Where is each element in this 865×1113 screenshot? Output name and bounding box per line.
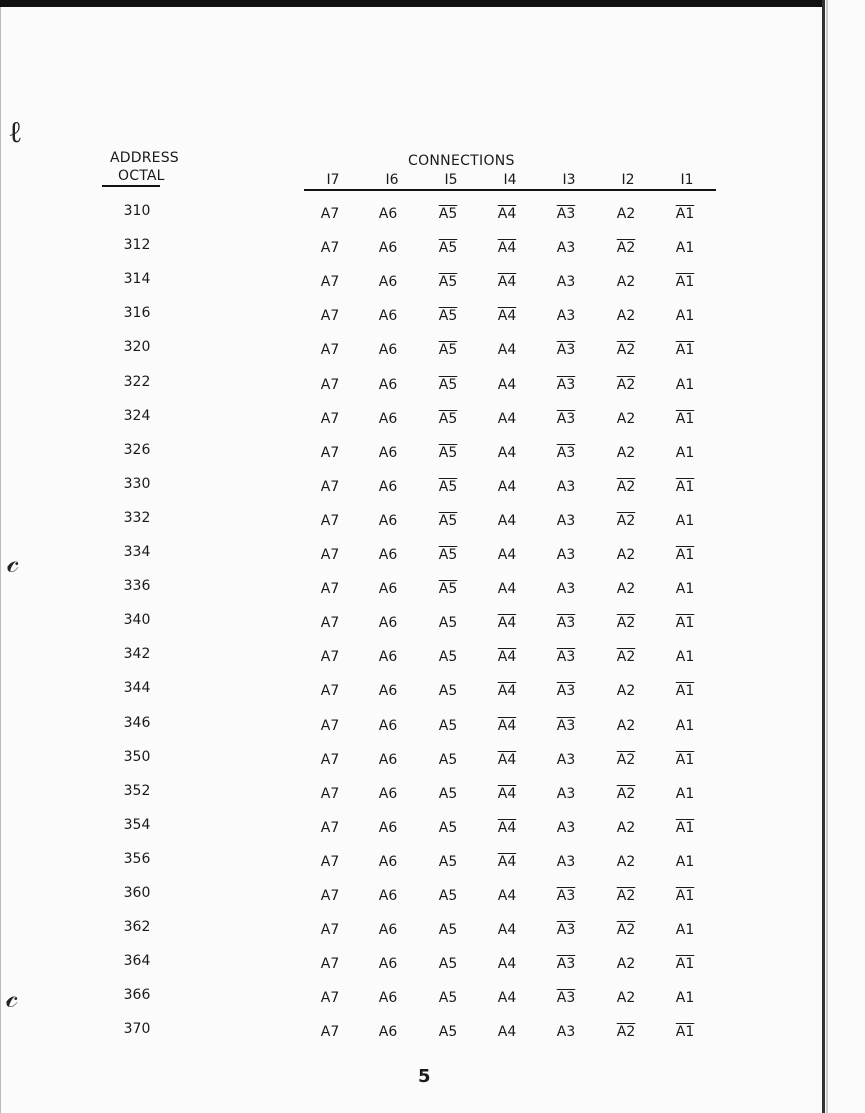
- connection-cell-i3: A3: [556, 718, 576, 734]
- connection-cell-i1: A1: [675, 956, 695, 972]
- address-cell: 356: [123, 851, 151, 867]
- connection-cell-i1: A1: [675, 445, 695, 461]
- connection-cell-i2: A2: [616, 377, 636, 393]
- connection-cell-i7: A7: [320, 615, 340, 631]
- connection-cell-i1: A1: [675, 240, 695, 256]
- connection-cell-i4: A4: [497, 820, 517, 836]
- connection-cell-i4: A4: [497, 308, 517, 324]
- connection-cell-i6: A6: [378, 479, 398, 495]
- connection-cell-i5: A5: [438, 888, 458, 904]
- connection-cell-i4: A4: [497, 411, 517, 427]
- connection-cell-i1: A1: [675, 206, 695, 222]
- connection-cell-i1: A1: [675, 820, 695, 836]
- connection-cell-i3: A3: [556, 956, 576, 972]
- connection-cell-i6: A6: [378, 820, 398, 836]
- connection-cell-i6: A6: [378, 240, 398, 256]
- connection-cell-i5: A5: [438, 718, 458, 734]
- connection-cell-i4: A4: [497, 752, 517, 768]
- connection-cell-i7: A7: [320, 990, 340, 1006]
- connection-cell-i4: A4: [497, 718, 517, 734]
- connection-cell-i3: A3: [556, 513, 576, 529]
- page-number: 5: [418, 1066, 431, 1087]
- connection-cell-i1: A1: [675, 1024, 695, 1040]
- connection-cell-i7: A7: [320, 683, 340, 699]
- address-cell: 360: [123, 885, 151, 901]
- connection-cell-i1: A1: [675, 547, 695, 563]
- connection-cell-i1: A1: [675, 308, 695, 324]
- connection-cell-i1: A1: [675, 922, 695, 938]
- connection-cell-i4: A4: [497, 581, 517, 597]
- connection-cell-i1: A1: [675, 342, 695, 358]
- connection-cell-i5: A5: [438, 547, 458, 563]
- connection-cell-i5: A5: [438, 956, 458, 972]
- connection-cell-i7: A7: [320, 922, 340, 938]
- connection-cell-i6: A6: [378, 308, 398, 324]
- connection-cell-i4: A4: [497, 888, 517, 904]
- address-header-line2: OCTAL: [118, 168, 165, 184]
- connection-cell-i7: A7: [320, 342, 340, 358]
- connection-cell-i5: A5: [438, 377, 458, 393]
- connection-cell-i7: A7: [320, 649, 340, 665]
- connection-cell-i7: A7: [320, 1024, 340, 1040]
- connection-cell-i6: A6: [378, 547, 398, 563]
- connection-cell-i4: A4: [497, 854, 517, 870]
- connection-cell-i5: A5: [438, 649, 458, 665]
- connection-cell-i5: A5: [438, 581, 458, 597]
- connection-cell-i7: A7: [320, 956, 340, 972]
- connection-cell-i5: A5: [438, 990, 458, 1006]
- connection-cell-i4: A4: [497, 956, 517, 972]
- connection-cell-i7: A7: [320, 854, 340, 870]
- address-cell: 312: [123, 237, 151, 253]
- address-cell: 324: [123, 408, 151, 424]
- connection-cell-i7: A7: [320, 888, 340, 904]
- connection-cell-i2: A2: [616, 479, 636, 495]
- connection-cell-i7: A7: [320, 820, 340, 836]
- connection-cell-i4: A4: [497, 479, 517, 495]
- connection-cell-i2: A2: [616, 683, 636, 699]
- connection-cell-i3: A3: [556, 1024, 576, 1040]
- connection-cell-i2: A2: [616, 206, 636, 222]
- connection-cell-i3: A3: [556, 820, 576, 836]
- address-cell: 322: [123, 374, 151, 390]
- address-cell: 314: [123, 271, 151, 287]
- connection-cell-i2: A2: [616, 274, 636, 290]
- connection-cell-i2: A2: [616, 1024, 636, 1040]
- connection-cell-i1: A1: [675, 649, 695, 665]
- connection-cell-i5: A5: [438, 615, 458, 631]
- address-cell: 370: [123, 1021, 151, 1037]
- page-right-edge: [822, 0, 825, 1113]
- connection-cell-i2: A2: [616, 990, 636, 1006]
- connection-cell-i4: A4: [497, 547, 517, 563]
- connection-cell-i6: A6: [378, 990, 398, 1006]
- connection-cell-i5: A5: [438, 786, 458, 802]
- address-cell: 326: [123, 442, 151, 458]
- column-header-i2: I2: [621, 172, 635, 188]
- connection-cell-i2: A2: [616, 445, 636, 461]
- binder-hole-mark-bottom: 𝒸: [6, 980, 19, 1015]
- connection-cell-i2: A2: [616, 922, 636, 938]
- connection-cell-i4: A4: [497, 274, 517, 290]
- connection-cell-i3: A3: [556, 342, 576, 358]
- connection-cell-i6: A6: [378, 854, 398, 870]
- connection-cell-i3: A3: [556, 274, 576, 290]
- connection-cell-i1: A1: [675, 615, 695, 631]
- address-cell: 342: [123, 646, 151, 662]
- connection-cell-i7: A7: [320, 752, 340, 768]
- connection-cell-i4: A4: [497, 445, 517, 461]
- column-header-i5: I5: [444, 172, 458, 188]
- connection-cell-i1: A1: [675, 377, 695, 393]
- connection-cell-i5: A5: [438, 513, 458, 529]
- connection-cell-i6: A6: [378, 206, 398, 222]
- connection-cell-i5: A5: [438, 752, 458, 768]
- connection-cell-i6: A6: [378, 377, 398, 393]
- connection-cell-i1: A1: [675, 990, 695, 1006]
- connection-cell-i2: A2: [616, 956, 636, 972]
- connection-cell-i5: A5: [438, 820, 458, 836]
- connection-cell-i4: A4: [497, 513, 517, 529]
- address-cell: 362: [123, 919, 151, 935]
- connection-cell-i2: A2: [616, 888, 636, 904]
- connection-cell-i1: A1: [675, 786, 695, 802]
- connection-cell-i5: A5: [438, 274, 458, 290]
- connection-cell-i7: A7: [320, 308, 340, 324]
- connection-cell-i5: A5: [438, 854, 458, 870]
- connection-cell-i5: A5: [438, 411, 458, 427]
- connection-cell-i4: A4: [497, 240, 517, 256]
- columns-header-underline: [304, 189, 716, 191]
- connection-cell-i2: A2: [616, 718, 636, 734]
- address-header-underline: [102, 185, 160, 187]
- connection-cell-i2: A2: [616, 786, 636, 802]
- connection-cell-i7: A7: [320, 479, 340, 495]
- address-cell: 334: [123, 544, 151, 560]
- column-header-i3: I3: [562, 172, 576, 188]
- connection-cell-i6: A6: [378, 888, 398, 904]
- column-header-i4: I4: [503, 172, 517, 188]
- connection-cell-i6: A6: [378, 683, 398, 699]
- connection-cell-i1: A1: [675, 752, 695, 768]
- connection-cell-i5: A5: [438, 308, 458, 324]
- connection-cell-i7: A7: [320, 445, 340, 461]
- connection-cell-i6: A6: [378, 718, 398, 734]
- connection-cell-i7: A7: [320, 581, 340, 597]
- connection-cell-i1: A1: [675, 581, 695, 597]
- connection-cell-i1: A1: [675, 683, 695, 699]
- connection-cell-i3: A3: [556, 649, 576, 665]
- column-header-i6: I6: [385, 172, 399, 188]
- connection-cell-i3: A3: [556, 445, 576, 461]
- connection-cell-i4: A4: [497, 922, 517, 938]
- address-cell: 364: [123, 953, 151, 969]
- address-header-line1: ADDRESS: [110, 150, 179, 166]
- connection-cell-i3: A3: [556, 308, 576, 324]
- connection-cell-i1: A1: [675, 513, 695, 529]
- connection-cell-i3: A3: [556, 547, 576, 563]
- connection-cell-i3: A3: [556, 615, 576, 631]
- page-left-edge: [0, 0, 1, 1113]
- connection-cell-i6: A6: [378, 752, 398, 768]
- connection-cell-i2: A2: [616, 308, 636, 324]
- connection-cell-i4: A4: [497, 377, 517, 393]
- connection-cell-i3: A3: [556, 377, 576, 393]
- connection-cell-i6: A6: [378, 956, 398, 972]
- connection-cell-i7: A7: [320, 274, 340, 290]
- connection-cell-i6: A6: [378, 342, 398, 358]
- connection-cell-i6: A6: [378, 922, 398, 938]
- connection-cell-i2: A2: [616, 752, 636, 768]
- connections-header: CONNECTIONS: [408, 153, 515, 169]
- top-border-rule: [0, 0, 823, 7]
- connection-cell-i3: A3: [556, 854, 576, 870]
- address-cell: 340: [123, 612, 151, 628]
- address-cell: 346: [123, 715, 151, 731]
- connection-cell-i7: A7: [320, 718, 340, 734]
- connection-cell-i5: A5: [438, 683, 458, 699]
- connection-cell-i3: A3: [556, 752, 576, 768]
- connection-cell-i6: A6: [378, 445, 398, 461]
- connection-cell-i3: A3: [556, 990, 576, 1006]
- address-cell: 320: [123, 339, 151, 355]
- address-cell: 310: [123, 203, 151, 219]
- address-cell: 352: [123, 783, 151, 799]
- connection-cell-i7: A7: [320, 547, 340, 563]
- connection-cell-i6: A6: [378, 649, 398, 665]
- connection-cell-i2: A2: [616, 411, 636, 427]
- connection-cell-i2: A2: [616, 547, 636, 563]
- connection-cell-i4: A4: [497, 1024, 517, 1040]
- binder-hole-mark-middle: 𝒸: [7, 545, 20, 580]
- connection-cell-i5: A5: [438, 206, 458, 222]
- connection-cell-i1: A1: [675, 888, 695, 904]
- column-header-i1: I1: [680, 172, 694, 188]
- connection-cell-i4: A4: [497, 786, 517, 802]
- connection-cell-i4: A4: [497, 342, 517, 358]
- connection-cell-i3: A3: [556, 411, 576, 427]
- connection-cell-i2: A2: [616, 854, 636, 870]
- connection-cell-i5: A5: [438, 479, 458, 495]
- connection-cell-i2: A2: [616, 649, 636, 665]
- page-right-shadow: [826, 0, 828, 1113]
- connection-cell-i2: A2: [616, 342, 636, 358]
- connection-cell-i6: A6: [378, 1024, 398, 1040]
- connection-cell-i6: A6: [378, 411, 398, 427]
- connection-cell-i5: A5: [438, 342, 458, 358]
- connection-cell-i2: A2: [616, 513, 636, 529]
- connection-cell-i3: A3: [556, 786, 576, 802]
- connection-cell-i3: A3: [556, 479, 576, 495]
- connection-cell-i6: A6: [378, 615, 398, 631]
- connection-cell-i6: A6: [378, 274, 398, 290]
- connection-cell-i1: A1: [675, 411, 695, 427]
- address-cell: 332: [123, 510, 151, 526]
- connection-cell-i4: A4: [497, 990, 517, 1006]
- connection-cell-i5: A5: [438, 922, 458, 938]
- connection-cell-i3: A3: [556, 240, 576, 256]
- connection-cell-i1: A1: [675, 479, 695, 495]
- address-cell: 336: [123, 578, 151, 594]
- connection-cell-i6: A6: [378, 513, 398, 529]
- column-header-i7: I7: [326, 172, 340, 188]
- connection-cell-i3: A3: [556, 888, 576, 904]
- connection-cell-i6: A6: [378, 581, 398, 597]
- connection-cell-i1: A1: [675, 274, 695, 290]
- address-cell: 366: [123, 987, 151, 1003]
- connection-cell-i7: A7: [320, 513, 340, 529]
- connection-cell-i1: A1: [675, 854, 695, 870]
- connection-cell-i2: A2: [616, 820, 636, 836]
- address-cell: 330: [123, 476, 151, 492]
- connection-cell-i3: A3: [556, 922, 576, 938]
- address-cell: 344: [123, 680, 151, 696]
- address-cell: 354: [123, 817, 151, 833]
- connection-cell-i2: A2: [616, 615, 636, 631]
- connection-cell-i1: A1: [675, 718, 695, 734]
- connection-cell-i7: A7: [320, 411, 340, 427]
- address-cell: 350: [123, 749, 151, 765]
- connection-cell-i2: A2: [616, 240, 636, 256]
- connection-cell-i5: A5: [438, 445, 458, 461]
- connection-cell-i4: A4: [497, 206, 517, 222]
- connection-cell-i7: A7: [320, 206, 340, 222]
- connection-cell-i5: A5: [438, 1024, 458, 1040]
- binder-hole-mark-top: ℓ: [8, 115, 23, 150]
- connection-cell-i3: A3: [556, 683, 576, 699]
- connection-cell-i3: A3: [556, 206, 576, 222]
- connection-cell-i7: A7: [320, 786, 340, 802]
- connection-cell-i7: A7: [320, 377, 340, 393]
- connection-cell-i4: A4: [497, 649, 517, 665]
- address-cell: 316: [123, 305, 151, 321]
- connection-cell-i3: A3: [556, 581, 576, 597]
- connection-cell-i4: A4: [497, 615, 517, 631]
- connection-cell-i4: A4: [497, 683, 517, 699]
- connection-cell-i7: A7: [320, 240, 340, 256]
- connection-cell-i6: A6: [378, 786, 398, 802]
- connection-cell-i2: A2: [616, 581, 636, 597]
- connection-cell-i5: A5: [438, 240, 458, 256]
